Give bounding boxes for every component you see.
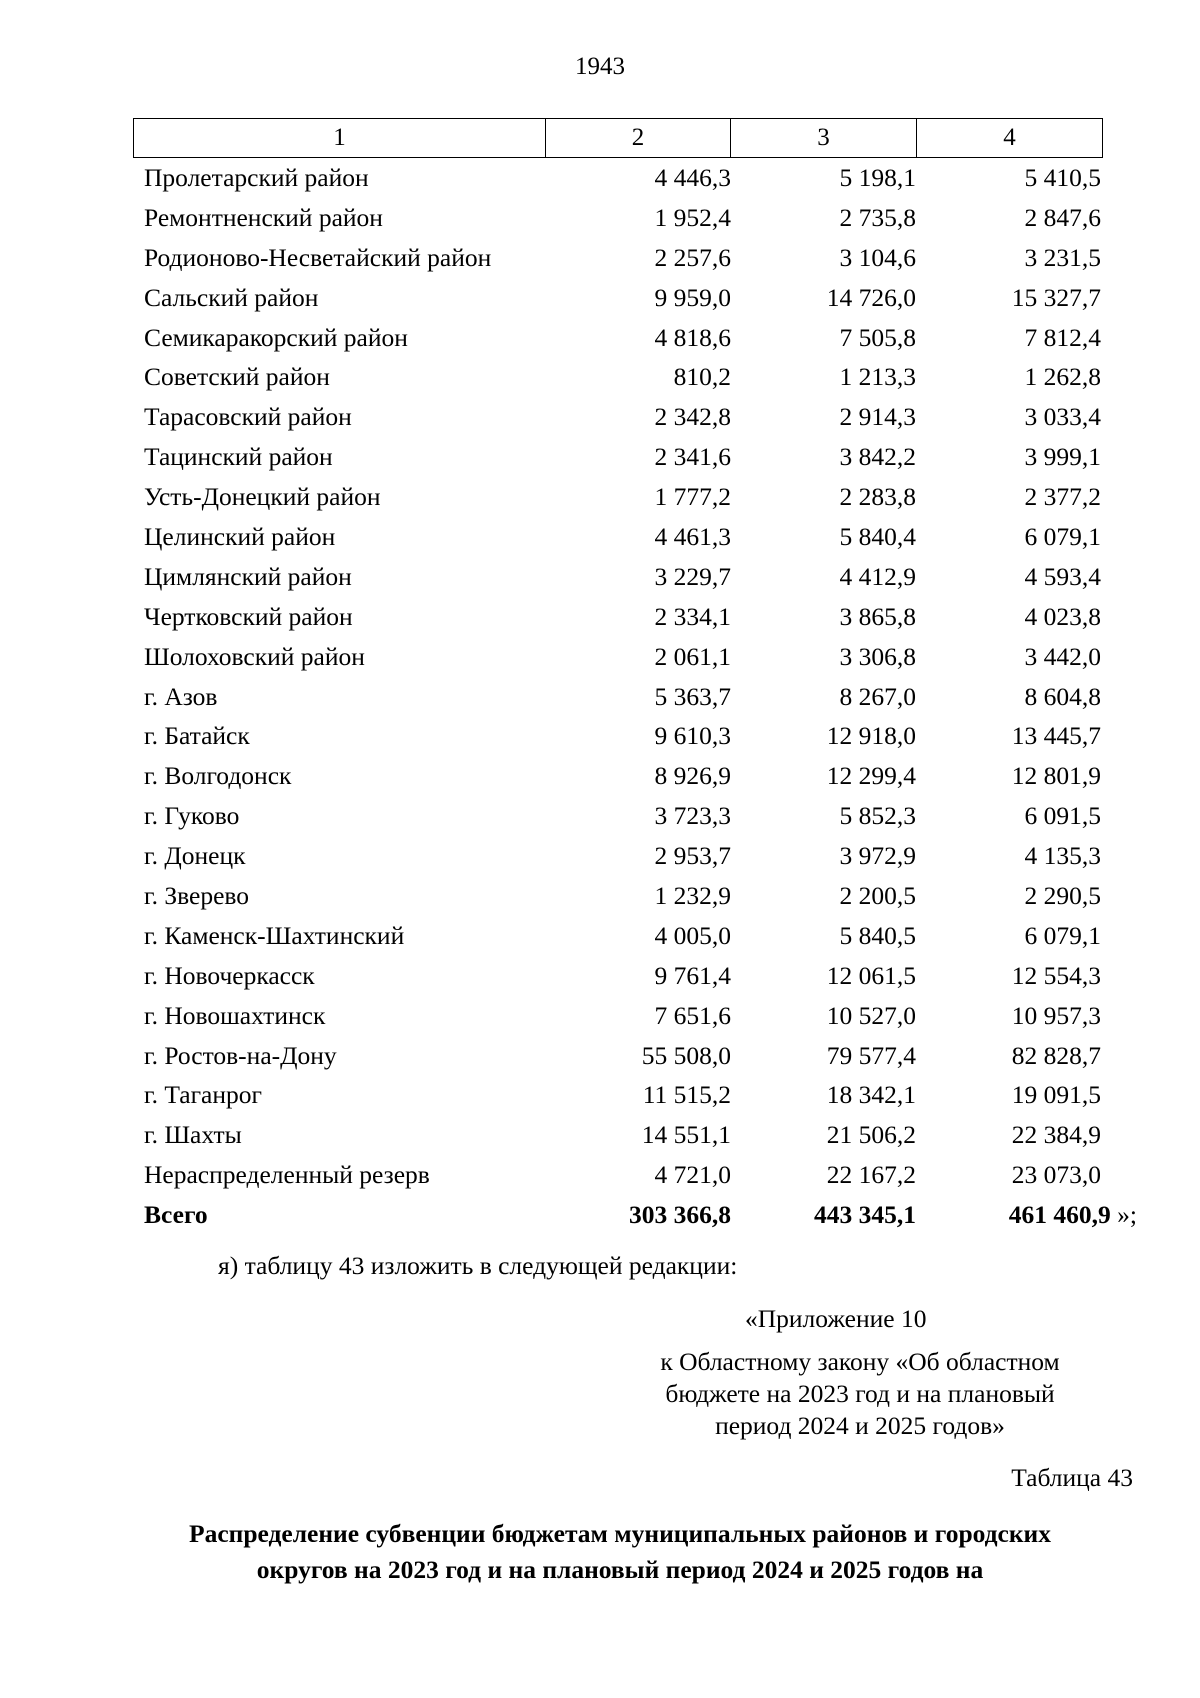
value-2023-cell: 4 446,3 xyxy=(654,163,731,192)
table-row xyxy=(133,397,1101,437)
value-2023-cell: 3 229,7 xyxy=(654,561,731,591)
table-row xyxy=(133,677,1101,717)
value-2025-cell: 4 023,8 xyxy=(1024,601,1101,631)
value-2023-cell: 2 341,6 xyxy=(654,442,731,472)
header-col-4: 4 xyxy=(1003,124,1016,151)
row-name-cell: Всего xyxy=(144,1200,208,1230)
value-2024-cell: 443 345,1 xyxy=(814,1200,916,1230)
row-name-cell: Шолоховский район xyxy=(144,641,365,671)
row-name-cell: г. Новошахтинск xyxy=(144,1000,326,1030)
value-2025-cell: 15 327,7 xyxy=(1011,282,1101,312)
value-2024-cell: 3 865,8 xyxy=(839,601,916,631)
value-2024-cell: 5 198,1 xyxy=(839,163,916,192)
value-2023-cell: 2 257,6 xyxy=(654,242,731,272)
value-2025-cell: 23 073,0 xyxy=(1011,1160,1101,1190)
value-2025-cell: 22 384,9 xyxy=(1011,1120,1101,1150)
value-2023-cell: 2 953,7 xyxy=(654,841,731,871)
table-row xyxy=(133,956,1101,996)
table-row xyxy=(133,756,1101,796)
table-row xyxy=(133,1115,1101,1155)
value-2025-cell: 3 999,1 xyxy=(1024,442,1101,472)
row-name-cell: Цимлянский район xyxy=(144,561,352,591)
row-name-cell: г. Батайск xyxy=(144,721,250,751)
table-row xyxy=(133,1155,1101,1195)
row-name-cell: Сальский район xyxy=(144,282,319,312)
table-row xyxy=(133,517,1101,557)
value-2023-cell: 810,2 xyxy=(673,362,731,392)
table-row xyxy=(133,278,1101,318)
value-2023-cell: 4 818,6 xyxy=(654,322,731,352)
value-2024-cell: 1 213,3 xyxy=(839,362,916,392)
row-name-cell: Пролетарский район xyxy=(144,163,369,192)
amendment-instruction: я) таблицу 43 изложить в следующей редакции: xyxy=(218,1251,738,1280)
page-number: 1943 xyxy=(575,53,625,80)
value-2024-cell: 2 914,3 xyxy=(839,402,916,432)
row-name-cell: Ремонтненский район xyxy=(144,202,383,232)
appendix-ref-line: период 2024 и 2025 годов» xyxy=(715,1411,1005,1440)
value-2023-cell: 7 651,6 xyxy=(654,1000,731,1030)
value-2023-cell: 2 342,8 xyxy=(654,402,731,432)
table-row xyxy=(133,557,1101,597)
value-2024-cell: 2 735,8 xyxy=(839,202,916,232)
header-col-2: 2 xyxy=(546,119,731,157)
value-2023-cell: 11 515,2 xyxy=(642,1080,731,1110)
value-2025-cell: 10 957,3 xyxy=(1011,1000,1101,1030)
value-2024-cell: 5 840,4 xyxy=(839,522,916,552)
row-name-cell: г. Волгодонск xyxy=(144,761,292,791)
total-row xyxy=(133,1195,1137,1235)
value-2023-cell: 1 232,9 xyxy=(654,881,731,911)
table-header xyxy=(133,118,1103,158)
value-2025-cell: 12 554,3 xyxy=(1011,960,1101,990)
row-name-cell: г. Каменск-Шахтинский xyxy=(144,920,405,950)
value-2024-cell: 5 852,3 xyxy=(839,801,916,831)
row-name-cell: Советский район xyxy=(144,362,330,392)
value-2024-cell: 12 918,0 xyxy=(826,721,916,751)
appendix-ref-line: к Областному закону «Об областном xyxy=(660,1347,1060,1376)
value-2023-cell: 3 723,3 xyxy=(654,801,731,831)
value-2025-cell: 8 604,8 xyxy=(1024,681,1101,711)
value-2023-cell: 4 005,0 xyxy=(654,920,731,950)
row-name-cell: г. Донецк xyxy=(144,841,246,871)
value-2023-cell: 5 363,7 xyxy=(654,681,731,711)
total-value-2025: 461 460,9 xyxy=(1008,1200,1111,1230)
value-2023-cell: 4 461,3 xyxy=(654,522,731,552)
appendix-ref-line: бюджете на 2023 год и на плановый xyxy=(665,1379,1055,1408)
value-2024-cell: 3 306,8 xyxy=(839,641,916,671)
row-name-cell: Тарасовский район xyxy=(144,402,352,432)
row-name-cell: Усть-Донецкий район xyxy=(144,482,381,512)
value-2024-cell: 2 283,8 xyxy=(839,482,916,512)
table-row xyxy=(133,238,1101,278)
value-2023-cell: 9 761,4 xyxy=(654,960,731,990)
value-2023-cell: 2 061,1 xyxy=(654,641,731,671)
value-2023-cell: 4 721,0 xyxy=(654,1160,731,1190)
table-row xyxy=(133,357,1101,397)
value-2023-cell: 1 952,4 xyxy=(654,202,731,232)
value-2025-cell: 3 231,5 xyxy=(1024,242,1101,272)
row-name-cell: Тацинский район xyxy=(144,442,333,472)
table-row xyxy=(133,198,1101,238)
value-2025-cell: 3 033,4 xyxy=(1024,402,1101,432)
value-2023-cell: 8 926,9 xyxy=(654,761,731,791)
value-2025-cell: 7 812,4 xyxy=(1024,322,1101,352)
heading-line: округов на 2023 год и на плановый период 2024 и 2025 годов на xyxy=(256,1555,984,1584)
value-2024-cell: 12 299,4 xyxy=(826,761,916,791)
value-2025-cell: 6 079,1 xyxy=(1024,522,1101,552)
value-2023-cell: 2 334,1 xyxy=(654,601,731,631)
value-2024-cell: 3 104,6 xyxy=(839,242,916,272)
row-name-cell: Нераспределенный резерв xyxy=(144,1160,430,1190)
value-2025-cell xyxy=(1009,1195,1137,1235)
value-2023-cell: 55 508,0 xyxy=(641,1040,731,1070)
value-2023-cell: 9 610,3 xyxy=(654,721,731,751)
value-2025-cell: 1 262,8 xyxy=(1024,362,1101,392)
quote-close-suffix: »; xyxy=(1117,1200,1137,1230)
heading-line: Распределение субвенции бюджетам муниципальных районов и городских xyxy=(189,1519,1051,1548)
row-name-cell: г. Азов xyxy=(144,681,218,711)
value-2024-cell: 12 061,5 xyxy=(826,960,916,990)
row-name-cell: Целинский район xyxy=(144,522,336,552)
appendix-reference xyxy=(620,1346,1100,1442)
row-name-cell: г. Таганрог xyxy=(144,1080,262,1110)
value-2024-cell: 10 527,0 xyxy=(826,1000,916,1030)
value-2024-cell: 21 506,2 xyxy=(826,1120,916,1150)
value-2025-cell: 2 290,5 xyxy=(1024,881,1101,911)
table-row xyxy=(133,437,1101,477)
value-2023-cell: 14 551,1 xyxy=(641,1120,731,1150)
value-2024-cell: 22 167,2 xyxy=(826,1160,916,1190)
value-2025-cell: 5 410,5 xyxy=(1024,163,1101,192)
table-row xyxy=(133,318,1101,358)
value-2025-cell: 2 377,2 xyxy=(1024,482,1101,512)
table-row xyxy=(133,836,1101,876)
table-row xyxy=(133,1036,1101,1076)
value-2025-cell: 2 847,6 xyxy=(1024,202,1101,232)
value-2024-cell: 7 505,8 xyxy=(839,322,916,352)
value-2024-cell: 2 200,5 xyxy=(839,881,916,911)
row-name-cell: г. Зверево xyxy=(144,881,250,911)
value-2024-cell: 3 972,9 xyxy=(839,841,916,871)
row-name-cell: г. Ростов-на-Дону xyxy=(144,1040,337,1070)
value-2024-cell: 79 577,4 xyxy=(826,1040,916,1070)
value-2025-cell: 12 801,9 xyxy=(1011,761,1101,791)
value-2024-cell: 18 342,1 xyxy=(826,1080,916,1110)
header-col-3: 3 xyxy=(731,119,917,157)
table-row xyxy=(133,796,1101,836)
value-2025-cell: 3 442,0 xyxy=(1024,641,1101,671)
value-2023-cell: 9 959,0 xyxy=(654,282,731,312)
row-name-cell: г. Гуково xyxy=(144,801,240,831)
value-2025-cell: 82 828,7 xyxy=(1011,1040,1101,1070)
table-body xyxy=(133,158,1137,1235)
value-2025-cell: 13 445,7 xyxy=(1011,721,1101,751)
table-row xyxy=(133,996,1101,1036)
value-2025-cell: 6 079,1 xyxy=(1024,920,1101,950)
value-2024-cell: 5 840,5 xyxy=(839,920,916,950)
header-col-1: 1 xyxy=(134,119,546,157)
value-2023-cell: 303 366,8 xyxy=(629,1200,731,1230)
appendix-title: «Приложение 10 xyxy=(745,1304,927,1333)
table-row xyxy=(133,158,1101,198)
value-2024-cell: 3 842,2 xyxy=(839,442,916,472)
table-row xyxy=(133,637,1101,677)
value-2023-cell: 1 777,2 xyxy=(654,482,731,512)
row-name-cell: г. Новочеркасск xyxy=(144,960,315,990)
value-2025-cell: 19 091,5 xyxy=(1011,1080,1101,1110)
row-name-cell: г. Шахты xyxy=(144,1120,242,1150)
row-name-cell: Семикаракорский район xyxy=(144,322,408,352)
value-2025-cell: 4 135,3 xyxy=(1024,841,1101,871)
table-row xyxy=(133,876,1101,916)
table-row xyxy=(133,477,1101,517)
table-caption: Таблица 43 xyxy=(1011,1463,1133,1492)
table-row xyxy=(133,716,1101,756)
value-2024-cell: 14 726,0 xyxy=(826,282,916,312)
value-2025-cell: 4 593,4 xyxy=(1024,561,1101,591)
value-2024-cell: 4 412,9 xyxy=(839,561,916,591)
table-row xyxy=(133,1075,1101,1115)
table-row xyxy=(133,597,1101,637)
row-name-cell: Чертковский район xyxy=(144,601,353,631)
section-heading xyxy=(100,1516,1140,1588)
value-2025-cell: 6 091,5 xyxy=(1024,801,1101,831)
value-2024-cell: 8 267,0 xyxy=(839,681,916,711)
row-name-cell: Родионово-Несветайский район xyxy=(144,242,492,272)
table-row xyxy=(133,916,1101,956)
